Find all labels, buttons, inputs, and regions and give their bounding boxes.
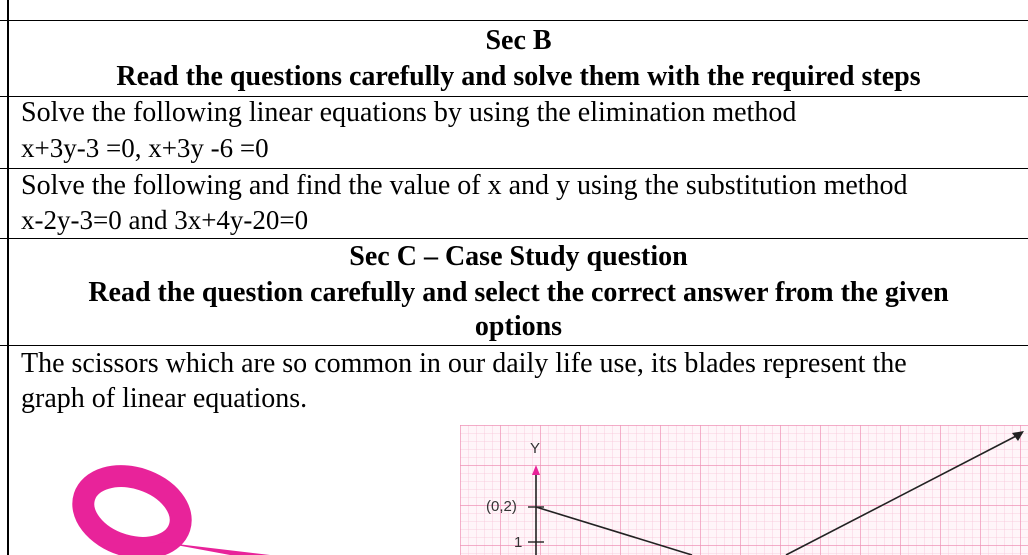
y-axis-label: Y	[530, 440, 541, 457]
point-label: (0,2)	[486, 498, 517, 515]
tick-one-label: 1	[514, 534, 523, 551]
sec-b-instruction: Read the questions carefully and solve them with the required steps	[116, 61, 921, 92]
graph-paper-grid	[460, 425, 1028, 555]
question-1-prompt: Solve the following linear equations by using the elimination method	[21, 97, 797, 128]
case-text-line-1: The scissors which are so common in our daily life use, its blades represent the	[21, 348, 907, 379]
sec-c-instruction-line-2: options	[474, 311, 563, 342]
sec-c-instruction-line-1: Read the question carefully and select the correct answer from the given	[88, 277, 949, 308]
question-2-equations: x-2y-3=0 and 3x+4y-20=0	[21, 205, 309, 235]
row-divider-4	[0, 345, 1028, 346]
scissors-handle-icon	[60, 450, 280, 555]
table-top-border	[0, 20, 1028, 21]
row-divider-3	[0, 238, 1028, 239]
case-text-line-2: graph of linear equations.	[21, 383, 308, 414]
question-1-equations: x+3y-3 =0, x+3y -6 =0	[21, 133, 269, 163]
linear-equation-graph	[460, 425, 1028, 555]
sec-c-title: Sec C – Case Study question	[349, 241, 688, 272]
sec-b-title: Sec B	[485, 25, 552, 56]
question-2-prompt: Solve the following and find the value of x and y using the substitution method	[21, 170, 908, 201]
